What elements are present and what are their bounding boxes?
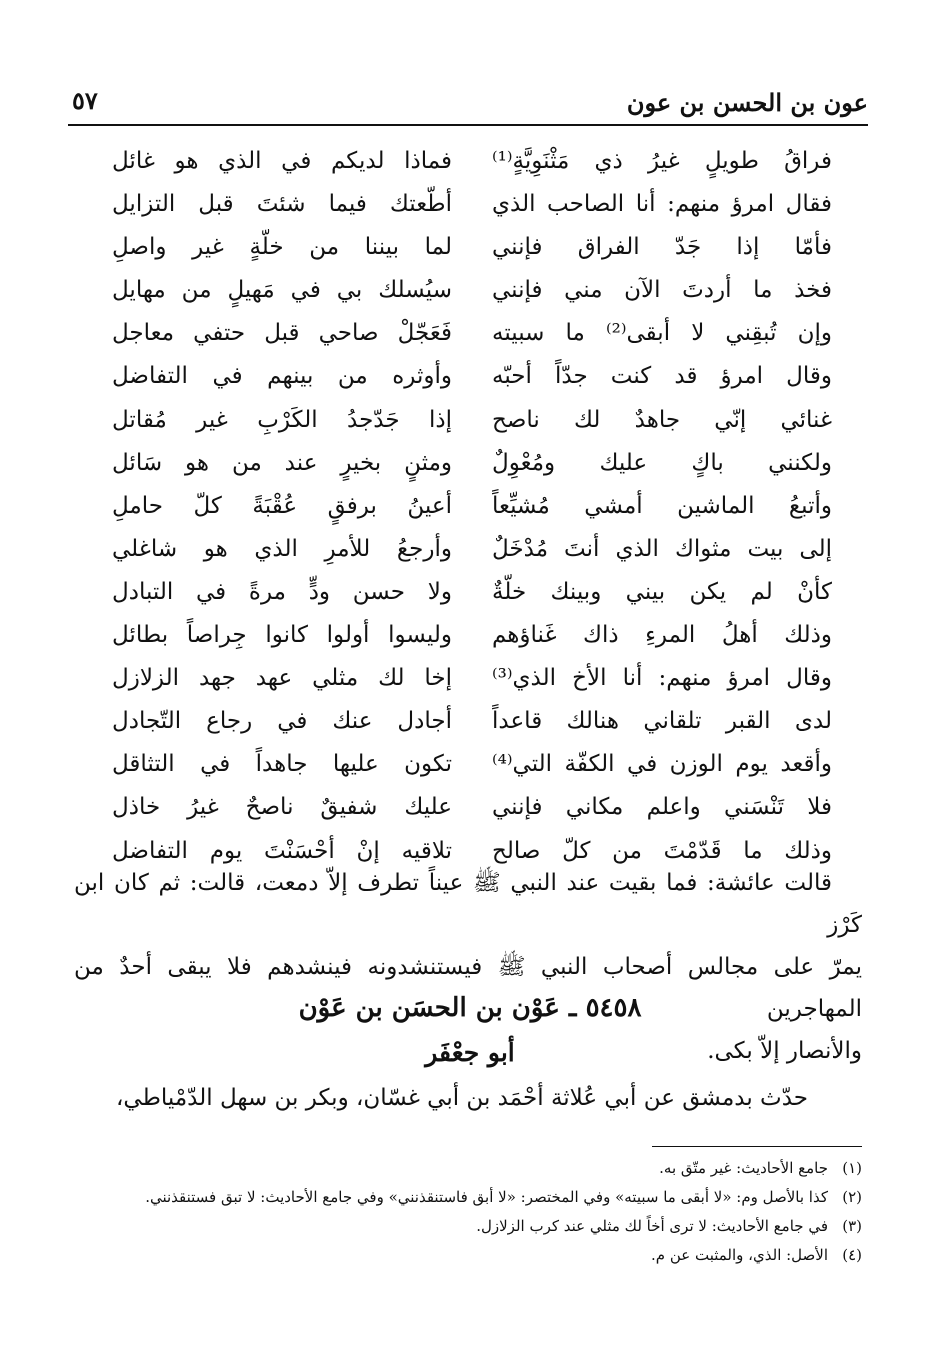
verse-line: عليك شفيقٌ ناصحٌ غيرُ خاذل <box>112 794 452 821</box>
verse-line: سيُسلك بي في مَهيلٍ من مهايل <box>112 277 452 304</box>
verse-line: وليسوا أولوا كانوا جِراصاً بطائل <box>112 622 452 649</box>
footnote-rule <box>652 1146 862 1147</box>
verse-line: وقال امرؤ قد كنت جدّاً أحبّه <box>492 363 832 390</box>
verse-line: فراقُ طويلٍ غيرُ ذي مَثْنَوِيَّةٍ⁽¹⁾ <box>492 148 832 174</box>
page-number: ٥٧ <box>72 86 98 115</box>
verse-line: لما بيننا من خلّةٍ غير واصلِ <box>112 234 452 261</box>
verse-line: إخا لك مثلي عهد جهد الزلازل <box>112 665 452 692</box>
verse-line: ومثنٍ بخيرٍ عند من هو سَائل <box>112 449 452 476</box>
footnote <box>90 1183 862 1212</box>
verse-line: ولا حسن ودٍّ مرةً في التبادل <box>112 578 452 605</box>
verse-line: وأقعد يوم الوزن في الكفّة التي⁽⁴⁾ <box>492 751 832 778</box>
footnote <box>90 1241 862 1270</box>
footnote <box>90 1154 862 1183</box>
verse-line: أعينُ برفقٍ عُقْبَةً كلّ حاملِ <box>112 492 452 519</box>
verse-line: وأتبعُ الماشين أمشي مُشيِّعاً <box>492 492 832 519</box>
verse-line: وأوثره من بينهم في التفاضل <box>112 363 452 390</box>
verse-line: غنائي إنّي جاهدٌ لك ناصح <box>492 406 832 433</box>
footnote-text: الأصل: الذي، والمثبت عن م. <box>651 1246 828 1264</box>
poem-right-column <box>492 140 832 873</box>
verse-line: فَعَجّلْ صاحي قبل حتفي معاجل <box>112 320 452 347</box>
verse-line: فخذ ما أردتَ الآن مني فإنني <box>492 277 832 304</box>
footnote <box>90 1212 862 1241</box>
verse-line: وذلك أهلُ المرءِ ذاك غَناؤهم <box>492 622 832 649</box>
verse-line: وذلك ما قَدّمْتَ من كلّ صالح <box>492 837 832 864</box>
verse-line: فلا تَنْسَني واعلم مكاني فإنني <box>492 794 832 821</box>
verse-line: فقال امرؤ منهم: أنا الصاحب الذي <box>492 191 832 218</box>
prose-line: يمرّ على مجالس أصحاب النبي ﷺ فيستنشدونه فينشدهم فلا يبقى أحدٌ من المهاجرين <box>74 954 862 1022</box>
header-rule <box>68 124 868 126</box>
verse-line: فماذا لديكم في الذي هو غائل <box>112 148 452 174</box>
footnote-number: (٤) <box>842 1246 862 1264</box>
verse-line: وإن تُبقِني لا أبقى⁽²⁾ ما سبيته <box>492 320 832 347</box>
verse-line: لدى القبر تلقاني هنالك قاعداً <box>492 708 832 735</box>
prose-line: قالت عائشة: فما بقيت عند النبي ﷺ عيناً تطرف إلاّ دمعت، قالت: ثم كان ابن كَرْز <box>74 870 862 938</box>
poem <box>112 140 832 870</box>
footnote-text: كذا بالأصل وم: «لا أبقى ما سبيته» وفي المختصر: «لا أبق فاستنقذنني» وفي جامع الأحاديث: لا تبق فستنقذنني. <box>145 1188 828 1206</box>
verse-line: وأرجعُ للأمرِ الذي هو شاغلي <box>112 535 452 562</box>
verse-line: إلى بيت مثواك الذي أنتَ مُدْخَلٌ <box>492 535 832 562</box>
footnote-number: (٣) <box>842 1217 862 1235</box>
verse-line: أطّعتك فيما شئتَ قبل التزايل <box>112 191 452 218</box>
footnote-number: (١) <box>842 1159 862 1177</box>
entry-heading: ٥٤٥٨ ـ عَوْن بن الحسَن بن عَوْن <box>298 993 642 1023</box>
verse-line: إذا جَدّجدُ الكَرْبِ غير مُقاتل <box>112 406 452 433</box>
poem-left-column <box>112 140 452 873</box>
verse-line: ولكنني باكٍ عليك ومُعْوِلٌ <box>492 449 832 476</box>
running-head-title: عون بن الحسن بن عون <box>626 88 868 117</box>
entry-text: حدّث بدمشق عن أبي عُلاثة أحْمَد بن أبي غسّان، وبكر بن سهل الدّمْياطي، <box>116 1085 808 1111</box>
running-head <box>68 84 868 124</box>
verse-line: كأنْ لم يكن بيني وبينك خلّةٌ <box>492 578 832 605</box>
verse-line: تلاقيه إنْ أحْسَنْتَ يوم التفاضل <box>112 837 452 864</box>
verse-line: وقال امرؤ منهم: أنا الأخ الذي⁽³⁾ <box>492 665 832 692</box>
verse-line: فأمّا إذا جَدّ الفراق فإنني <box>492 234 832 261</box>
verse-line: أجادل عنك في رجاع التّجادل <box>112 708 452 735</box>
entry-kunya: أبو جعْفَر <box>425 1038 515 1067</box>
prose-line: والأنصار إلاّ بكى. <box>707 1038 862 1064</box>
footnote-text: جامع الأحاديث: غير متّق به. <box>659 1159 828 1177</box>
footnote-text: في جامع الأحاديث: لا ترى أخاً لك مثلي عند كرب الزلازل. <box>476 1217 828 1235</box>
footnotes <box>90 1154 862 1270</box>
verse-line: تكون عليها جاهداً في التثاقل <box>112 751 452 778</box>
footnote-number: (٢) <box>842 1188 862 1206</box>
